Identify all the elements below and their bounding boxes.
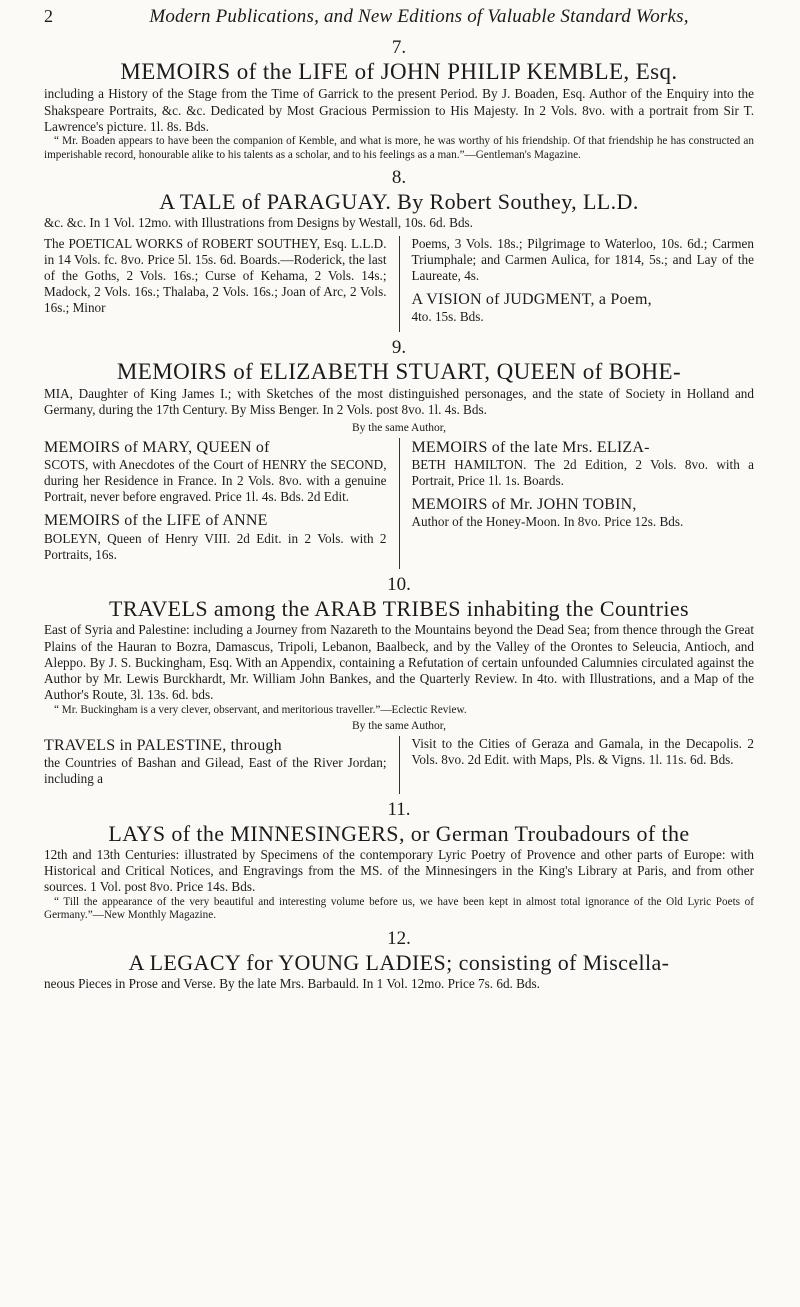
page-number: 2 (44, 6, 53, 26)
entry-number: 9. (391, 336, 407, 358)
entry-body: &c. &c. In 1 Vol. 12mo. with Illustrations from Designs by Westall, 10s. 6d. Bds. (44, 215, 473, 231)
entry-11 (44, 800, 754, 923)
entry-heading: LAYS of the MINNESINGERS, or German Troubadours of the (108, 820, 690, 846)
two-column-block (44, 736, 754, 794)
entry-number: 11. (387, 798, 411, 820)
column-heading: MEMOIRS of Mr. JOHN TOBIN, (411, 496, 637, 514)
review-quote: “ Mr. Boaden appears to have been the companion of Kemble, and what is more, he was worthy of his friendship. Of that friendship he has constructed an imperishable record, honourable alike to his talents as a scholar, and to his feelings as a man.”—Gentleman's Magazine. (44, 135, 754, 161)
running-title: Modern Publications, and New Editions of Valuable Standard Works, (149, 6, 689, 27)
entry-heading: MEMOIRS of ELIZABETH STUART, QUEEN of BOHE- (116, 358, 682, 384)
entry-body: MIA, Daughter of King James I.; with Sketches of the most distinguished personages, and the state of Society in Holland and Germany, during the 17th Century. By Miss Benger. In 2 Vols. post 8vo. 1l. 4s. Bds. (44, 386, 754, 418)
entry-number: 10. (387, 574, 411, 596)
column-body: Visit to the Cities of Geraza and Gamala, in the Decapolis. 2 Vols. 8vo. 2d Edit. with Maps, Pls. & Vigns. 1l. 11s. 6d. Bds. (411, 736, 754, 768)
running-head (44, 6, 754, 28)
left-column (44, 736, 400, 794)
entry-number: 12. (387, 927, 411, 949)
two-column-block (44, 438, 754, 570)
entry-heading: MEMOIRS of the LIFE of JOHN PHILIP KEMBLE, Esq. (120, 59, 678, 84)
column-heading: A VISION of JUDGMENT, a Poem, (411, 291, 652, 309)
entry-body: neous Pieces in Prose and Verse. By the late Mrs. Barbauld. In 1 Vol. 12mo. Price 7s. 6d. Bds. (44, 975, 540, 991)
entry-8 (44, 168, 754, 332)
right-column (400, 236, 755, 332)
by-line: By the same Author, (351, 421, 447, 434)
column-heading: TRAVELS in PALESTINE, through (44, 737, 282, 755)
column-body: BOLEYN, Queen of Henry VIII. 2d Edit. in 2 Vols. with 2 Portraits, 16s. (44, 530, 387, 562)
column-heading: MEMOIRS of MARY, QUEEN of (44, 438, 270, 456)
entry-body: including a History of the Stage from the Time of Garrick to the present Period. By J. Boaden, Esq. Author of the Enquiry into the Shakspeare Portraits, &c. &c. Dedicated by Most Gracious Permission to His Majesty. In 2 Vols. 8vo. with a portrait from Sir T. Lawrence's picture. 1l. 8s. Bds. (44, 86, 754, 134)
column-body: the Countries of Bashan and Gilead, East of the River Jordan; including a (44, 755, 387, 787)
entry-heading: A TALE of PARAGUAY. By Robert Southey, LL.D. (159, 189, 639, 215)
column-heading: MEMOIRS of the late Mrs. ELIZA- (411, 438, 650, 456)
column-body: Author of the Honey-Moon. In 8vo. Price 12s. Bds. (411, 514, 684, 530)
right-column (400, 438, 755, 570)
right-column (400, 736, 755, 794)
entry-body: 12th and 13th Centuries: illustrated by Specimens of the contemporary Lyric Poetry of Provence and other parts of Europe: with Historical and Critical Notices, and Engravings from the MS. of the Minnesingers in the King's Library at Paris, and from other sources. 1 Vol. post 8vo. Price 14s. Bds. (44, 846, 754, 895)
entry-10 (44, 575, 754, 794)
entry-number: 8. (391, 167, 407, 189)
by-line: By the same Author, (351, 720, 447, 733)
entry-7 (44, 38, 754, 162)
entry-heading: TRAVELS among the ARAB TRIBES inhabiting the Countries (109, 596, 689, 622)
column-heading: MEMOIRS of the LIFE of ANNE (44, 512, 268, 530)
entry-9 (44, 338, 754, 569)
review-quote: “ Till the appearance of the very beautiful and interesting volume before us, we have been kept in almost total ignorance of the Old Lyric Poets of Germany.”—New Monthly Magazine. (44, 895, 754, 922)
left-column (44, 438, 400, 570)
column-body: 4to. 15s. Bds. (411, 309, 484, 325)
entry-12 (44, 929, 754, 993)
two-column-block (44, 236, 754, 332)
column-body: BETH HAMILTON. The 2d Edition, 2 Vols. 8vo. with a Portrait, Price 1l. 1s. Boards. (411, 456, 754, 488)
column-body: The POETICAL WORKS of ROBERT SOUTHEY, Esq. L.L.D. in 14 Vols. fc. 8vo. Price 5l. 15s. 6d. Boards.—Roderick, the last of the Goths, 2 Vols. 16s.; Curse of Kehama, 2 Vols. 14s.; Madock, 2 Vols. 16s.; Thalaba, 2 Vols. 16s.; Joan of Arc, 2 Vols. 16s.; Minor (44, 235, 387, 316)
entry-number: 7. (391, 37, 407, 58)
left-column (44, 236, 400, 332)
entry-body: East of Syria and Palestine: including a Journey from Nazareth to the Mountains beyond the Dead Sea; from thence through the Great Plains of the Hauran to Bozra, Damascus, Tripoli, Lebanon, Baalbeck, and by the Valley of the Orontes to Seleucia, Antioch, and Aleppo. By J. S. Buckingham, Esq. With an Appendix, containing a Refutation of certain unfounded Calumnies circulated against the Author by Mr. Lewis Burckhardt, Mr. William John Bankes, and the Quarterly Review. In 4to. with Illustrations, and a Map of the Author's Route, 3l. 13s. 6d. bds. (44, 622, 754, 703)
column-body: Poems, 3 Vols. 18s.; Pilgrimage to Waterloo, 10s. 6d.; Carmen Triumphale; and Carmen Aulica, for 1814, 5s.; and Lay of the Laureate, 4s. (411, 235, 754, 284)
entry-heading: A LEGACY for YOUNG LADIES; consisting of Miscella- (128, 949, 670, 975)
review-quote: “ Mr. Buckingham is a very clever, observant, and meritorious traveller.”—Eclectic Review. (54, 703, 467, 716)
column-body: SCOTS, with Anecdotes of the Court of HENRY the SECOND, during her Residence in France. In 2 Vols. 8vo. with a genuine Portrait, never before engraved. Price 1l. 4s. Bds. 2d Edit. (44, 456, 387, 505)
